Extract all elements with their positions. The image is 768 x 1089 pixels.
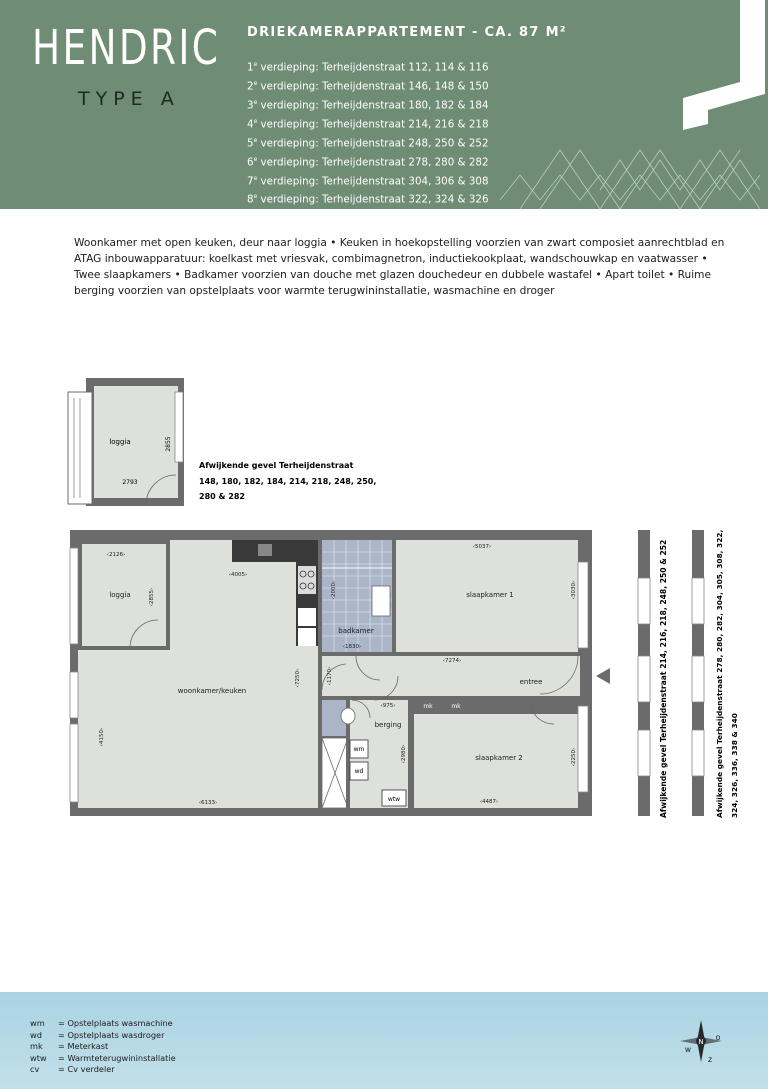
alt-loggia [68,378,184,506]
legend-row [30,1030,176,1042]
dim-loggia-w: ‹2126› [106,552,126,558]
compass-z: Z [707,1057,713,1064]
facade-note-1: Afwijkende gevel Terheijdenstraat 214, 216, 218, 248, 250 & 252 [659,539,668,818]
interior-wall [322,652,578,656]
dim-entree-w: ‹7274› [442,658,462,664]
floor-item: 4e verdieping: Terheijdenstraat 214, 216 & 218 [247,117,489,131]
legend [30,1018,176,1076]
dim-keuken-w: ‹4005› [228,572,248,578]
washbasin-icon [372,586,390,616]
room-slaapkamer1: slaapkamer 1 [466,591,514,599]
dim-bad-w: ‹1830› [342,644,362,650]
floor-item: 6e verdieping: Terheijdenstraat 278, 280 & 282 [247,155,489,169]
room-slaapkamer2: slaapkamer 2 [475,754,523,762]
alt-loggia-label: loggia [109,438,131,446]
floor-item: 7e verdieping: Terheijdenstraat 304, 306 & 308 [247,174,489,187]
compass-o: O [715,1035,721,1042]
alt-note-line1: 148, 180, 182, 184, 214, 218, 248, 250, [199,477,377,486]
apartment-description: Woonkamer met open keuken, deur naar loggia • Keuken in hoekopstelling voorzien van zwart composiet aanrechtblad en ATAG inbouwapparatuur: koelkast met vriesvak, combimagnetron, inductiekookplaat, wandschouwkap en vaatwasser • Twee slaapkamers • Badkamer voorzien van douche met glazen douchedeur en dubbele wastafel • Apart toilet • Ruime berging voorzien van opstelplaats voor warmte terugwininstallatie, wasmachine en droger [74,237,725,297]
interior-wall [318,540,322,808]
room-loggia: loggia [109,591,131,599]
legend-code: mk [30,1041,43,1051]
wm-label: wm [353,746,365,753]
room-badkamer: badkamer [338,627,374,635]
legend-row [30,1053,176,1065]
alt-note-line2: 280 & 282 [199,492,245,501]
kitchen-counter [232,540,318,562]
legend-code: wtw [30,1052,47,1063]
dim-slp1-w: ‹5037› [472,544,492,550]
floor-list [247,57,489,227]
dim-loggia-h: ‹2855› [149,587,155,607]
floor-plan [0,360,768,820]
legend-text: = Warmteterugwininstallatie [58,1052,176,1063]
room-woonkamer: woonkamer/keuken [177,687,247,695]
legend-code: wm [30,1018,45,1028]
dim-slp1-h: ‹3030› [571,580,577,600]
dim-slp2-h: ‹2250› [571,747,577,767]
legend-text: = Meterkast [58,1041,109,1051]
interior-wall [410,700,414,808]
wd-label: wd [354,768,364,775]
legend-text: = Opstelplaats wasmachine [58,1018,173,1028]
dim-bad-h: ‹2000› [331,580,337,600]
facade-note-2-line1: Afwijkende gevel Terheijdenstraat 278, 280, 282, 304, 305, 308, 322, [715,529,724,818]
type-label: TYPE A [78,88,180,110]
alt-note-title: Afwijkende gevel Terheijdenstraat [199,461,354,470]
facade-strip-1 [638,530,650,816]
dim-slp2-w: ‹4487› [479,799,499,805]
dim-woon-left-h: ‹4150› [99,727,105,747]
floor-item: 1e verdieping: Terheijdenstraat 112, 114 & 116 [247,61,489,74]
room-entree: entree [519,678,543,686]
wtw-label: wtw [387,796,401,803]
dim-woon-w: ‹6133› [198,800,218,806]
legend-code: cv [30,1064,40,1074]
floor-item: 3e verdieping: Terheijdenstraat 180, 182 & 184 [247,98,489,112]
legend-row [30,1018,176,1030]
dim-berging-h: ‹2980› [401,744,407,764]
dim-toilet-w: ‹975› [380,703,396,709]
legend-text: = Cv verdeler [58,1064,115,1074]
hob-icon [298,566,316,594]
floor-item: 5e verdieping: Terheijdenstraat 248, 250 & 252 [247,136,489,150]
alt-loggia-dim-h: 2855 [165,436,172,452]
legend-text: = Opstelplaats wasdroger [58,1029,165,1040]
facade-note-2-line2: 324, 326, 336, 338 & 340 [730,713,739,818]
header-banner [0,0,768,225]
mk-label-1: mk [423,703,433,710]
compass-w: W [685,1047,691,1054]
dim-woon-h: ‹7250› [295,668,301,688]
floor-item: 2e verdieping: Terheijdenstraat 146, 148 & 150 [247,79,489,93]
sink-icon [258,544,272,556]
floor-item: 9e verdieping: Terheijdenstraat 336, 338 & 340 [247,212,489,225]
apartment-title: DRIEKAMERAPPARTEMENT - CA. 87 M² [247,25,567,40]
facade-strip-2 [692,530,704,816]
floor-item: 8e verdieping: Terheijdenstraat 322, 324 & 326 [247,193,489,206]
legend-row [30,1064,176,1076]
compass-n: N [698,1038,704,1046]
mk-label-2: mk [451,703,461,710]
toilet-icon [341,708,355,724]
room-berging: berging [374,721,402,729]
interior-wall [392,540,396,656]
legend-code: wd [30,1029,42,1040]
legend-row [30,1041,176,1053]
compass-icon [678,1018,724,1064]
alt-loggia-dim-w: 2793 [122,479,138,486]
entrance-arrow-icon [596,668,610,684]
brand-title: HENDRIC [32,20,221,76]
dim-entree-h: ‹1170› [327,666,333,686]
